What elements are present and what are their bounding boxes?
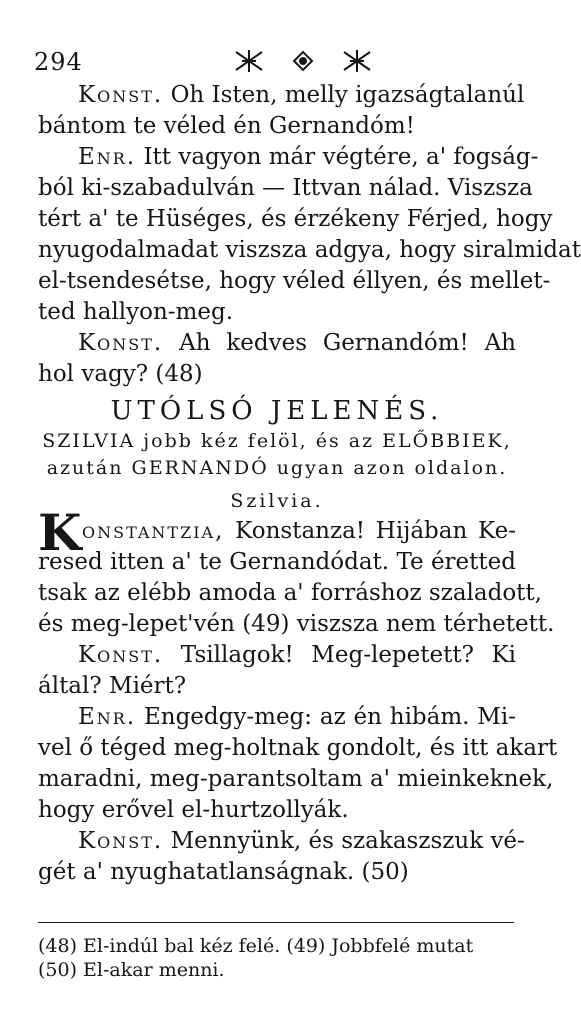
footnote-line: (50) El-akar menni. xyxy=(38,959,225,981)
text-line: vel ő téged meg-holtnak gondolt, és itt akart xyxy=(38,735,558,761)
speaker-name: Konst. xyxy=(78,82,164,108)
text-line: resed itten a' te Gernandódat. Te éretted xyxy=(38,549,516,575)
text-line: ból ki-szabadulván — Ittvan nálad. Viszsza xyxy=(38,175,533,201)
ornament-icon xyxy=(228,46,378,76)
text-line: Konst. Mennyünk, és szakaszszuk vé- xyxy=(78,828,525,854)
stage-direction: azután GERNANDÓ ugyan azon oldalon. xyxy=(46,457,508,479)
footnote-line: (48) El-indúl bal kéz felé. (49) Jobbfelé mutat xyxy=(38,935,474,957)
footnote-divider xyxy=(38,922,514,923)
text-line: tért a' te Hüséges, és érzékeny Férjed, hogy xyxy=(38,206,553,232)
text-line: K onstantzia, Konstanza! Hijában Ke- xyxy=(38,503,517,562)
text-line: maradni, meg-parantsoltam a' mieinkeknek, xyxy=(38,766,554,792)
page-header xyxy=(30,44,520,80)
text-line: gét a' nyughatatlanságnak. (50) xyxy=(38,859,409,885)
text-line: által? Miért? xyxy=(38,673,187,699)
text-line: hogy erővel el-hurtzollyák. xyxy=(38,797,349,823)
scene-speaker: Szilvia. xyxy=(230,490,324,512)
page-number: 294 xyxy=(34,48,83,76)
speaker-name: Konst. xyxy=(78,330,164,356)
text-line: ted hallyon-meg. xyxy=(38,299,234,325)
text-line: Konst. Ah kedves Gernandóm! Ah xyxy=(78,330,516,356)
speaker-name: Konst. xyxy=(78,642,164,668)
drop-cap: K xyxy=(38,503,82,562)
speaker-name: onstantzia, xyxy=(82,518,225,544)
text-line: hol vagy? (48) xyxy=(38,361,203,387)
stage-direction: SZILVIA jobb kéz felöl, és az ELŐBBIEK, xyxy=(42,430,512,452)
text-line: Konst. Oh Isten, melly igazságtalanúl xyxy=(78,82,525,108)
speaker-name: Enr. xyxy=(78,144,137,170)
text-line: bántom te véled én Gernandóm! xyxy=(38,113,415,139)
text-line: nyugodalmadat viszsza adgya, hogy siralmidat xyxy=(38,237,581,263)
text-line: és meg-lepet'vén (49) viszsza nem térhetett. xyxy=(38,611,555,637)
text-line: tsak az elébb amoda a' forráshoz szaladott, xyxy=(38,580,542,606)
text-line: Enr. Itt vagyon már végtére, a' fogság- xyxy=(78,144,539,170)
main-text xyxy=(38,80,581,888)
text-line: el-tsendesétse, hogy véled éllyen, és mellet- xyxy=(38,268,551,294)
text-line: Enr. Engedgy-meg: az én hibám. Mi- xyxy=(78,704,516,730)
text-line: Konst. Tsillagok! Meg-lepetett? Ki xyxy=(78,642,516,668)
speaker-name: Konst. xyxy=(78,828,164,854)
speaker-name: Enr. xyxy=(78,704,137,730)
footnotes xyxy=(38,934,516,982)
scene-title: UTÓLSÓ JELENÉS. xyxy=(110,396,444,426)
